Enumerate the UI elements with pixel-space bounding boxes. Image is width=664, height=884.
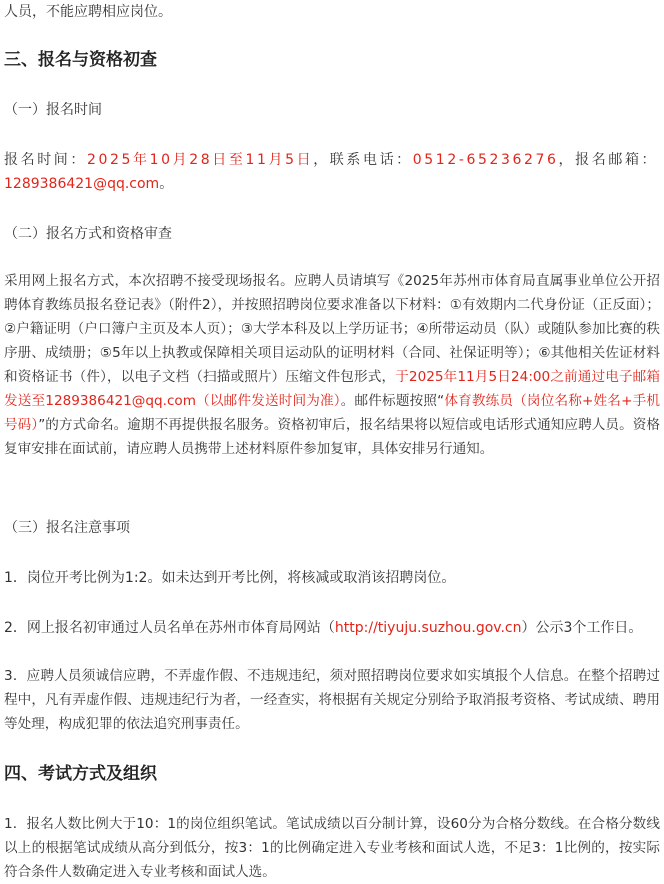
sub3-heading: （三）报名注意事项 bbox=[4, 520, 130, 536]
method-text-c: ”的方式命名。逾期不再提供报名服务。资格初审后，报名结果将以短信或电话形式通知应聘人员。资格复审安排在面试前，请应聘人员携带上述材料原件参加复审，具体安排另行通知。 bbox=[4, 417, 660, 457]
registration-email-line bbox=[4, 172, 660, 196]
section4-heading: 四、考试方式及组织 bbox=[4, 764, 157, 784]
sub1-heading: （一）报名时间 bbox=[4, 102, 102, 118]
deadline-highlight: 于2025年11月5日24:00之前通过电子邮箱发送至1289386421@qq.com（以邮件发送时间为准） bbox=[4, 369, 660, 409]
phone-label: ，联系电话： bbox=[313, 152, 413, 168]
section3-heading: 三、报名与资格初查 bbox=[4, 50, 157, 70]
method-text-a: 采用网上报名方式，本次招聘不接受现场报名。应聘人员请填写《2025年苏州市体育局直属事业单位公开招聘体育教练员报名登记表》（附件2），并按照招聘岗位要求准备以下材料：①有效期内二代身份证（正反面）；②户籍证明（户口簿户主页及本人页）；③大学本科及以上学历证书；④所带运动员（队）或随队参加比赛的秩序册、成绩册；⑤5年以上执教或保障相关项目运动队的证明材料（合同、社保证明等）；⑥其他相关佐证材料和资格证书（件），以电子文档（扫描或照片）压缩文件包形式， bbox=[4, 273, 660, 385]
registration-time: 2025年10月28日至11月5日 bbox=[87, 152, 314, 168]
continued-text: 人员，不能应聘相应岗位。 bbox=[4, 4, 172, 20]
email-subject-format: 体育教练员（岗位名称+姓名+手机号码） bbox=[4, 393, 660, 433]
method-text-b: 。邮件标题按照“ bbox=[340, 393, 445, 409]
email-label: ，报名邮箱： bbox=[558, 152, 659, 168]
notice-item-2-text-b: ）公示3个工作日。 bbox=[521, 620, 643, 636]
sub2-heading: （二）报名方式和资格审查 bbox=[4, 226, 172, 242]
exam-item-1: 1．报名人数比例大于10：1的岗位组织笔试。笔试成绩以百分制计算，设60分为合格分数线。在合格分数线以上的根据笔试成绩从高分到低分，按3：1的比例确定进入专业考核和面试人选，不足3：1比例的，按实际符合条件人数确定进入专业考核和面试人选。 bbox=[4, 816, 660, 880]
notice-item-2 bbox=[4, 616, 660, 640]
notice-item-2-text-a: 2．网上报名初审通过人员名单在苏州市体育局网站（ bbox=[4, 620, 335, 636]
registration-email[interactable]: 1289386421@qq.com bbox=[4, 176, 160, 192]
website-link[interactable]: http://tiyuju.suzhou.gov.cn bbox=[334, 620, 522, 636]
time-label: 报名时间： bbox=[4, 152, 87, 168]
contact-phone: 0512-65236276 bbox=[412, 152, 559, 168]
notice-item-1: 1．岗位开考比例为1:2。如未达到开考比例，将核减或取消该招聘岗位。 bbox=[4, 570, 456, 586]
notice-item-3: 3．应聘人员须诚信应聘，不弄虚作假、不违规违纪，须对照招聘岗位要求如实填报个人信息。在整个招聘过程中，凡有弄虚作假、违规违纪行为者，一经查实，将根据有关规定分别给予取消报考资格、考试成绩、聘用等处理，构成犯罪的依法追究刑事责任。 bbox=[4, 668, 660, 732]
email-end: 。 bbox=[159, 176, 174, 192]
registration-info bbox=[4, 148, 660, 172]
application-method-paragraph bbox=[4, 269, 660, 461]
